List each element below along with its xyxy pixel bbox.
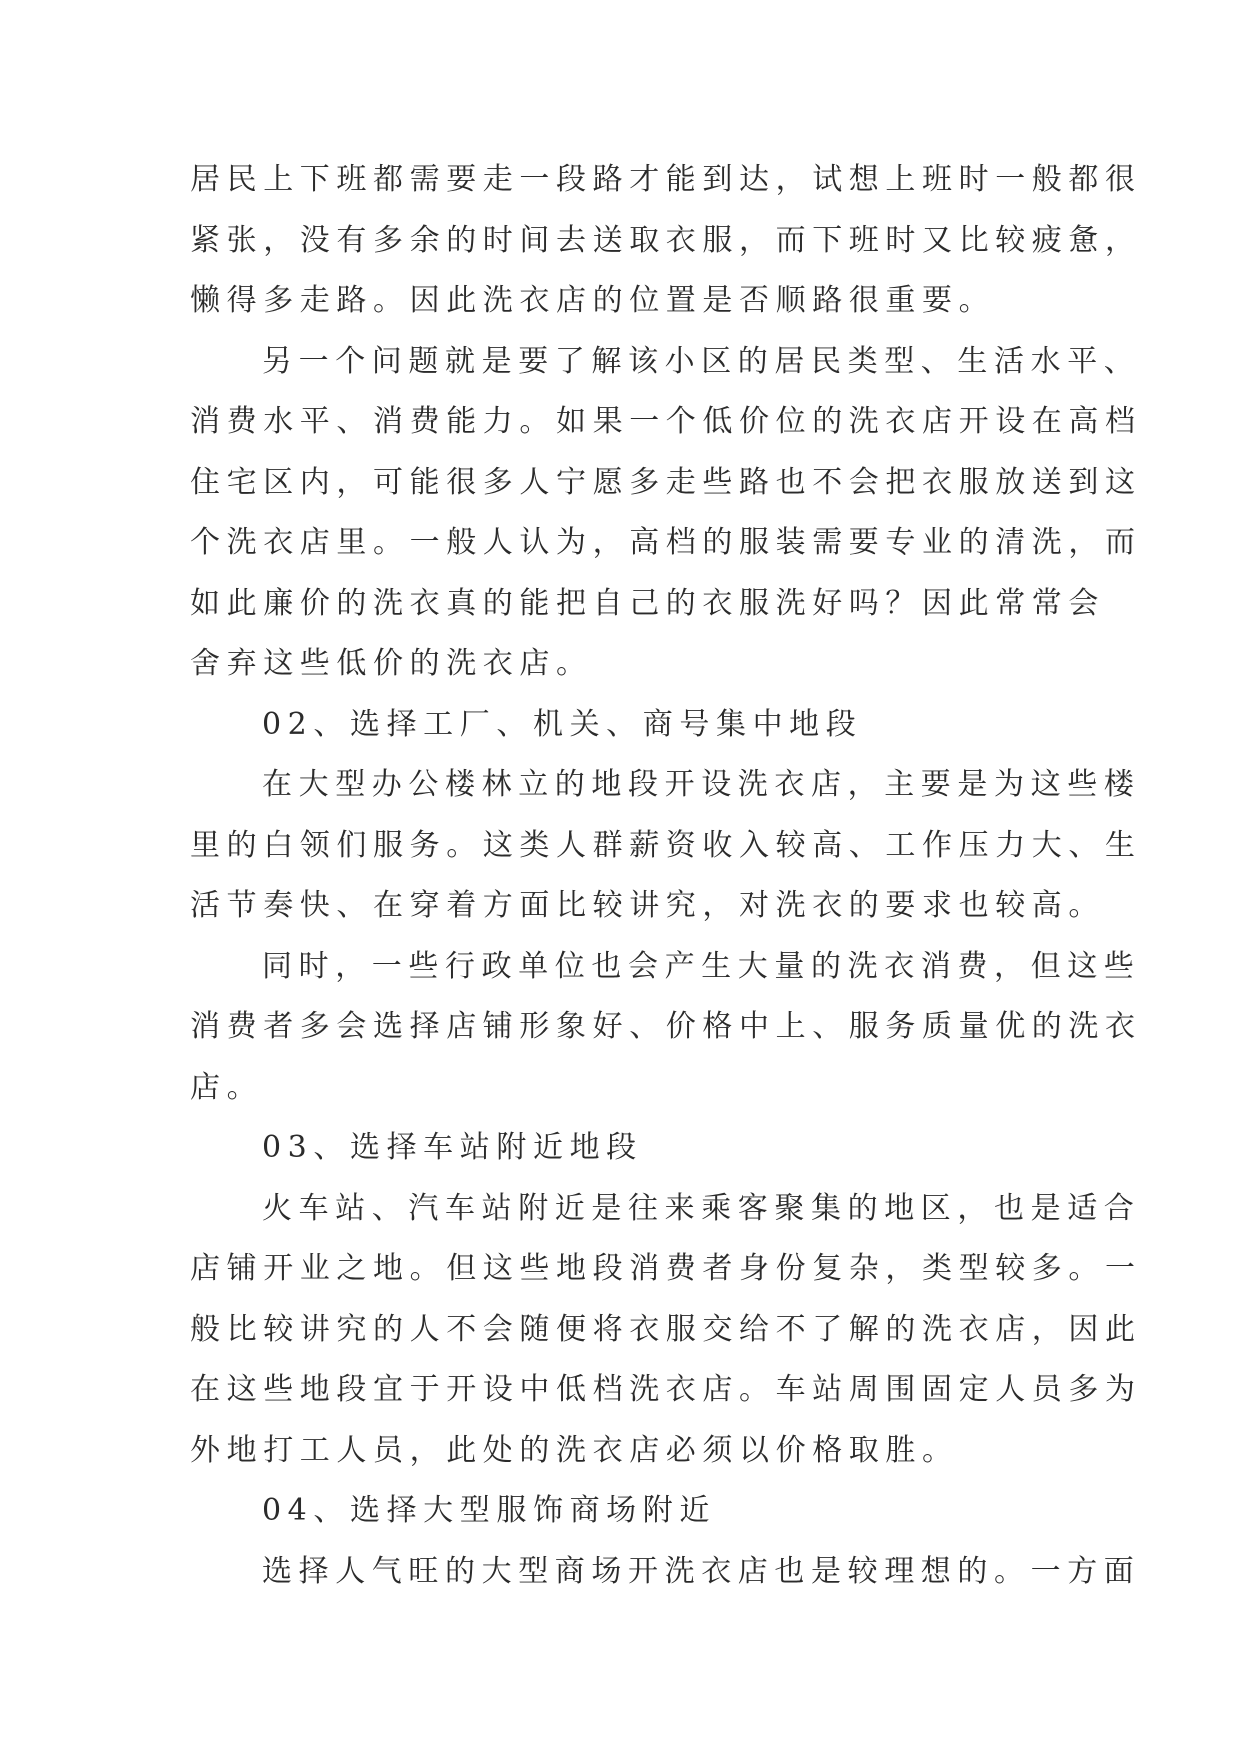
text-line: 店铺开业之地。但这些地段消费者身份复杂，类型较多。一 — [190, 1251, 1142, 1286]
text-line: 消费者多会选择店铺形象好、价格中上、服务质量优的洗衣 — [190, 1009, 1142, 1044]
section-heading: 02、选择工厂、机关、商号集中地段 — [262, 706, 863, 742]
text-line: 居民上下班都需要走一段路才能到达，试想上班时一般都很 — [190, 162, 1142, 197]
document-body — [190, 150, 1142, 1602]
text-line: 紧张，没有多余的时间去送取衣服，而下班时又比较疲惫， — [190, 222, 1142, 258]
text-line: 如此廉价的洗衣真的能把自己的衣服洗好吗？因此常常会 — [190, 585, 1105, 621]
text-line: 外地打工人员，此处的洗衣店必须以价格取胜。 — [190, 1432, 959, 1468]
text-line: 同时，一些行政单位也会产生大量的洗衣消费，但这些 — [262, 948, 1141, 984]
text-line: 里的白领们服务。这类人群薪资收入较高、工作压力大、生 — [190, 827, 1142, 863]
text-line: 在这些地段宜于开设中低档洗衣店。车站周围固定人员多为 — [190, 1372, 1142, 1407]
text-line: 活节奏快、在穿着方面比较讲究，对洗衣的要求也较高。 — [190, 888, 1105, 923]
text-line: 消费水平、消费能力。如果一个低价位的洗衣店开设在高档 — [190, 404, 1142, 439]
text-line: 舍弃这些低价的洗衣店。 — [190, 646, 593, 681]
text-line: 选择人气旺的大型商场开洗衣店也是较理想的。一方面 — [262, 1553, 1141, 1589]
text-line: 火车站、汽车站附近是往来乘客聚集的地区，也是适合 — [262, 1190, 1141, 1226]
text-line: 另一个问题就是要了解该小区的居民类型、生活水平、 — [262, 343, 1141, 379]
text-line: 个洗衣店里。一般人认为，高档的服装需要专业的清洗，而 — [190, 525, 1142, 560]
text-line: 店。 — [190, 1069, 264, 1105]
text-line: 懒得多走路。因此洗衣店的位置是否顺路很重要。 — [190, 283, 996, 318]
text-line: 在大型办公楼林立的地段开设洗衣店，主要是为这些楼 — [262, 767, 1141, 802]
section-heading: 04、选择大型服饰商场附近 — [262, 1493, 716, 1528]
text-line: 般比较讲究的人不会随便将衣服交给不了解的洗衣店，因此 — [190, 1311, 1142, 1347]
text-line: 住宅区内，可能很多人宁愿多走些路也不会把衣服放送到这 — [190, 464, 1142, 500]
section-heading: 03、选择车站附近地段 — [262, 1130, 643, 1165]
